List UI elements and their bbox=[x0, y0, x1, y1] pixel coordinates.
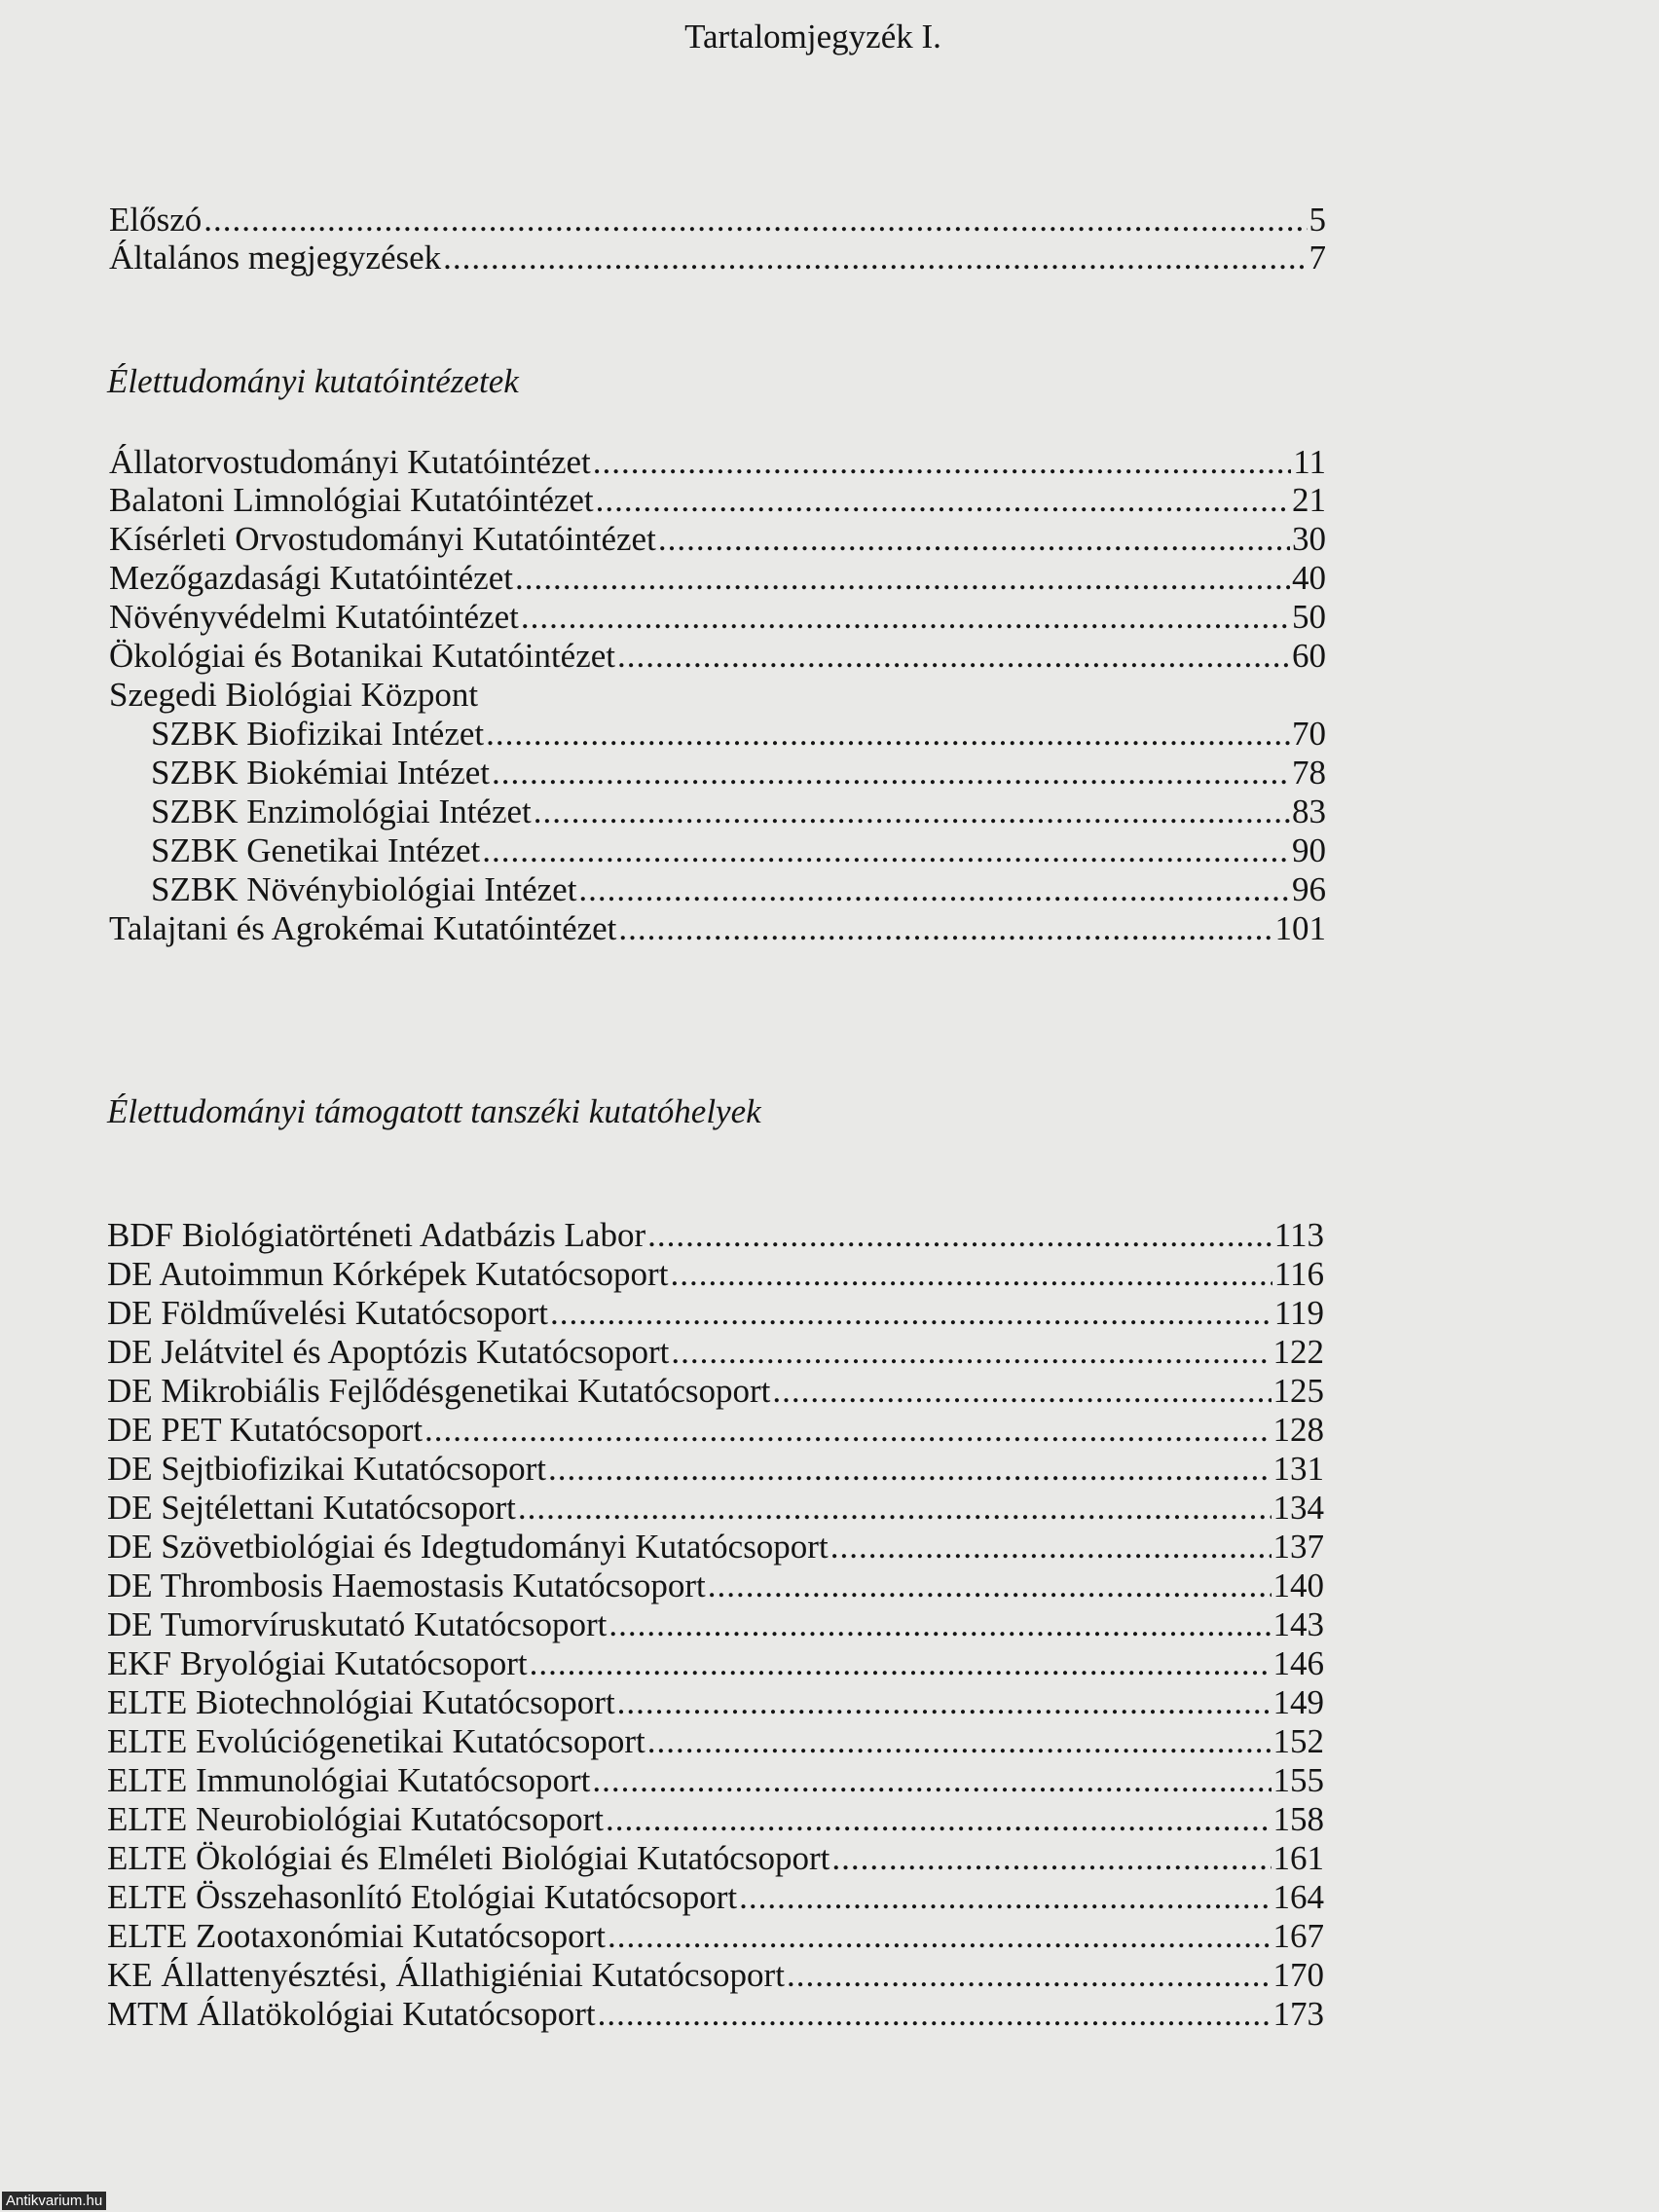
toc-entry bbox=[107, 1489, 1324, 1528]
toc-entry bbox=[109, 201, 1326, 240]
dot-leader bbox=[203, 201, 1307, 240]
toc-entry bbox=[107, 1450, 1324, 1489]
toc-entry bbox=[107, 1372, 1324, 1411]
dot-leader bbox=[787, 1956, 1272, 1995]
toc-entry-label: SZBK Enzimológiai Intézet bbox=[151, 793, 532, 830]
dot-leader bbox=[550, 1294, 1272, 1333]
toc-entry-label: BDF Biológiatörténeti Adatbázis Labor bbox=[107, 1216, 646, 1254]
toc-entry-label: DE PET Kutatócsoport bbox=[107, 1411, 424, 1449]
toc-entry bbox=[109, 598, 1326, 637]
toc-entry-label: SZBK Biofizikai Intézet bbox=[151, 715, 485, 753]
toc-entry-label: DE Sejtbiofizikai Kutatócsoport bbox=[107, 1450, 547, 1488]
toc-entry-page: 83 bbox=[1292, 793, 1326, 830]
toc-entry-label: ELTE Evolúciógenetikai Kutatócsoport bbox=[107, 1722, 645, 1760]
toc-entry-page: 7 bbox=[1309, 239, 1326, 276]
toc-entry bbox=[107, 1956, 1324, 1995]
toc-entry bbox=[151, 793, 1326, 831]
toc-entry bbox=[151, 754, 1326, 793]
toc-entry-label: Kísérleti Orvostudományi Kutatóintézet bbox=[109, 520, 656, 558]
toc-entry bbox=[107, 1683, 1324, 1722]
toc-entry-page: 60 bbox=[1292, 637, 1326, 675]
toc-entry-page: 128 bbox=[1272, 1411, 1324, 1449]
toc-entry-page: 96 bbox=[1292, 870, 1326, 908]
toc-entry bbox=[107, 1294, 1324, 1333]
dot-leader bbox=[578, 870, 1290, 909]
dot-leader bbox=[708, 1567, 1272, 1605]
toc-entry bbox=[107, 1216, 1324, 1255]
toc-entry bbox=[107, 1411, 1324, 1450]
toc-entry-page: 113 bbox=[1273, 1216, 1324, 1254]
toc-entry-page: 146 bbox=[1272, 1644, 1324, 1682]
dot-leader bbox=[518, 1489, 1272, 1528]
toc-entry bbox=[109, 637, 1326, 676]
toc-entry bbox=[107, 1917, 1324, 1956]
toc-entry bbox=[107, 1800, 1324, 1839]
toc-entry-page: 30 bbox=[1292, 520, 1326, 558]
toc-entry-label: ELTE Zootaxonómiai Kutatócsoport bbox=[107, 1917, 606, 1955]
toc-entry-label: DE Thrombosis Haemostasis Kutatócsoport bbox=[107, 1567, 706, 1604]
dot-leader bbox=[521, 598, 1290, 637]
toc-entry-page: 50 bbox=[1292, 598, 1326, 636]
toc-entry-label: DE Földművelési Kutatócsoport bbox=[107, 1294, 549, 1332]
dot-leader bbox=[617, 1683, 1272, 1722]
toc-entry-label: MTM Állatökológiai Kutatócsoport bbox=[107, 1995, 596, 2033]
toc-entry bbox=[109, 443, 1326, 482]
toc-entry-page: 170 bbox=[1272, 1956, 1324, 1994]
dot-leader bbox=[424, 1411, 1271, 1450]
toc-entry-label: Általános megjegyzések bbox=[109, 239, 442, 276]
section-heading: Élettudományi támogatott tanszéki kutatóhelyek bbox=[107, 1092, 761, 1130]
dot-leader bbox=[596, 481, 1290, 520]
dot-leader bbox=[830, 1528, 1272, 1567]
toc-entry-label: ELTE Összehasonlító Etológiai Kutatócsoport bbox=[107, 1878, 738, 1916]
dot-leader bbox=[482, 831, 1290, 870]
toc-entry bbox=[109, 909, 1326, 948]
dot-leader bbox=[671, 1333, 1271, 1372]
toc-entry bbox=[109, 520, 1326, 559]
toc-entry-label: DE Autoimmun Kórképek Kutatócsoport bbox=[107, 1255, 669, 1293]
toc-group-heading bbox=[109, 676, 1326, 715]
toc-entry-label: Ökológiai és Botanikai Kutatóintézet bbox=[109, 637, 616, 675]
dot-leader bbox=[486, 715, 1290, 754]
toc-entry-label: Talajtani és Agrokémai Kutatóintézet bbox=[109, 909, 617, 947]
toc-entry-label: DE Mikrobiális Fejlődésgenetikai Kutatócsoport bbox=[107, 1372, 771, 1410]
toc-entry-label: DE Tumorvíruskutató Kutatócsoport bbox=[107, 1605, 608, 1643]
dot-leader bbox=[530, 1644, 1272, 1683]
toc-entry-page: 78 bbox=[1292, 754, 1326, 792]
page-title: Tartalomjegyzék I. bbox=[684, 18, 941, 55]
toc-entry bbox=[107, 1761, 1324, 1800]
toc-entry bbox=[109, 239, 1326, 277]
dot-leader bbox=[739, 1878, 1271, 1917]
dot-leader bbox=[608, 1605, 1271, 1644]
dot-leader bbox=[592, 1761, 1271, 1800]
dot-leader bbox=[534, 793, 1290, 831]
toc-entry-page: 158 bbox=[1272, 1800, 1324, 1838]
toc-entry-page: 155 bbox=[1272, 1761, 1324, 1799]
toc-entry-label: DE Szövetbiológiai és Idegtudományi Kutatócsoport bbox=[107, 1528, 829, 1566]
toc-entry-page: 40 bbox=[1292, 559, 1326, 597]
toc-entry-label: DE Jelátvitel és Apoptózis Kutatócsoport bbox=[107, 1333, 670, 1371]
toc-entry bbox=[107, 1528, 1324, 1567]
dot-leader bbox=[647, 1722, 1272, 1761]
toc-entry bbox=[107, 1255, 1324, 1294]
toc-entry-label: Növényvédelmi Kutatóintézet bbox=[109, 598, 519, 636]
toc-entry-page: 134 bbox=[1272, 1489, 1324, 1527]
toc-entry bbox=[107, 1722, 1324, 1761]
toc-entry-label: Állatorvostudományi Kutatóintézet bbox=[109, 443, 591, 481]
toc-entry bbox=[107, 1333, 1324, 1372]
watermark: Antikvarium.hu bbox=[2, 2192, 106, 2210]
toc-entry bbox=[107, 1878, 1324, 1917]
toc-entry-label: Előszó bbox=[109, 201, 203, 239]
dot-leader bbox=[548, 1450, 1271, 1489]
toc-entry bbox=[151, 715, 1326, 754]
toc-entry bbox=[109, 481, 1326, 520]
toc-entry-label: Szegedi Biológiai Központ bbox=[109, 676, 479, 714]
toc-entry bbox=[107, 1567, 1324, 1605]
toc-entry bbox=[151, 831, 1326, 870]
dot-leader bbox=[443, 239, 1307, 277]
toc-entry bbox=[151, 870, 1326, 909]
toc-entry-label: SZBK Biokémiai Intézet bbox=[151, 754, 490, 792]
toc-entry bbox=[107, 1995, 1324, 2034]
toc-entry-label: Balatoni Limnológiai Kutatóintézet bbox=[109, 481, 594, 519]
toc-entry-page: 119 bbox=[1273, 1294, 1324, 1332]
dot-leader bbox=[606, 1800, 1272, 1839]
toc-entry-page: 149 bbox=[1272, 1683, 1324, 1721]
toc-entry-page: 137 bbox=[1272, 1528, 1324, 1566]
toc-entry-label: DE Sejtélettani Kutatócsoport bbox=[107, 1489, 516, 1527]
dot-leader bbox=[670, 1255, 1272, 1294]
dot-leader bbox=[515, 559, 1290, 598]
toc-entry-label: EKF Bryológiai Kutatócsoport bbox=[107, 1644, 528, 1682]
toc-entry-label: KE Állattenyésztési, Állathigiéniai Kutatócsoport bbox=[107, 1956, 785, 1994]
toc-entry bbox=[107, 1839, 1324, 1878]
toc-entry-page: 152 bbox=[1272, 1722, 1324, 1760]
dot-leader bbox=[618, 909, 1272, 948]
toc-entry-page: 173 bbox=[1272, 1995, 1324, 2033]
dot-leader bbox=[617, 637, 1290, 676]
toc-entry-page: 21 bbox=[1292, 481, 1326, 519]
toc-entry-page: 11 bbox=[1293, 443, 1326, 481]
toc-entry bbox=[107, 1644, 1324, 1683]
toc-entry-page: 125 bbox=[1272, 1372, 1324, 1410]
toc-entry-page: 101 bbox=[1274, 909, 1326, 947]
toc-entry-page: 5 bbox=[1309, 201, 1326, 239]
toc-entry-label: ELTE Ökológiai és Elméleti Biológiai Kutatócsoport bbox=[107, 1839, 830, 1877]
dot-leader bbox=[772, 1372, 1271, 1411]
toc-entry-page: 131 bbox=[1272, 1450, 1324, 1488]
toc-entry-page: 140 bbox=[1272, 1567, 1324, 1604]
section-heading: Élettudományi kutatóintézetek bbox=[107, 362, 519, 400]
toc-entry-page: 90 bbox=[1292, 831, 1326, 869]
toc-entry-label: ELTE Neurobiológiai Kutatócsoport bbox=[107, 1800, 604, 1838]
dot-leader bbox=[598, 1995, 1272, 2034]
toc-entry-page: 122 bbox=[1272, 1333, 1324, 1371]
toc-entry-label: SZBK Genetikai Intézet bbox=[151, 831, 481, 869]
toc-entry-label: Mezőgazdasági Kutatóintézet bbox=[109, 559, 513, 597]
toc-entry-label: ELTE Biotechnológiai Kutatócsoport bbox=[107, 1683, 615, 1721]
toc-entry-page: 167 bbox=[1272, 1917, 1324, 1955]
dot-leader bbox=[492, 754, 1290, 793]
toc-entry bbox=[109, 559, 1326, 598]
dot-leader bbox=[647, 1216, 1272, 1255]
toc-entry-page: 70 bbox=[1292, 715, 1326, 753]
toc-entry-page: 143 bbox=[1272, 1605, 1324, 1643]
dot-leader bbox=[831, 1839, 1271, 1878]
toc-entry-page: 116 bbox=[1273, 1255, 1324, 1293]
toc-entry-label: ELTE Immunológiai Kutatócsoport bbox=[107, 1761, 591, 1799]
dot-leader bbox=[593, 443, 1292, 482]
dot-leader bbox=[658, 520, 1290, 559]
toc-entry-label: SZBK Növénybiológiai Intézet bbox=[151, 870, 577, 908]
toc-entry-page: 164 bbox=[1272, 1878, 1324, 1916]
toc-entry-page: 161 bbox=[1272, 1839, 1324, 1877]
dot-leader bbox=[608, 1917, 1272, 1956]
toc-entry bbox=[107, 1605, 1324, 1644]
